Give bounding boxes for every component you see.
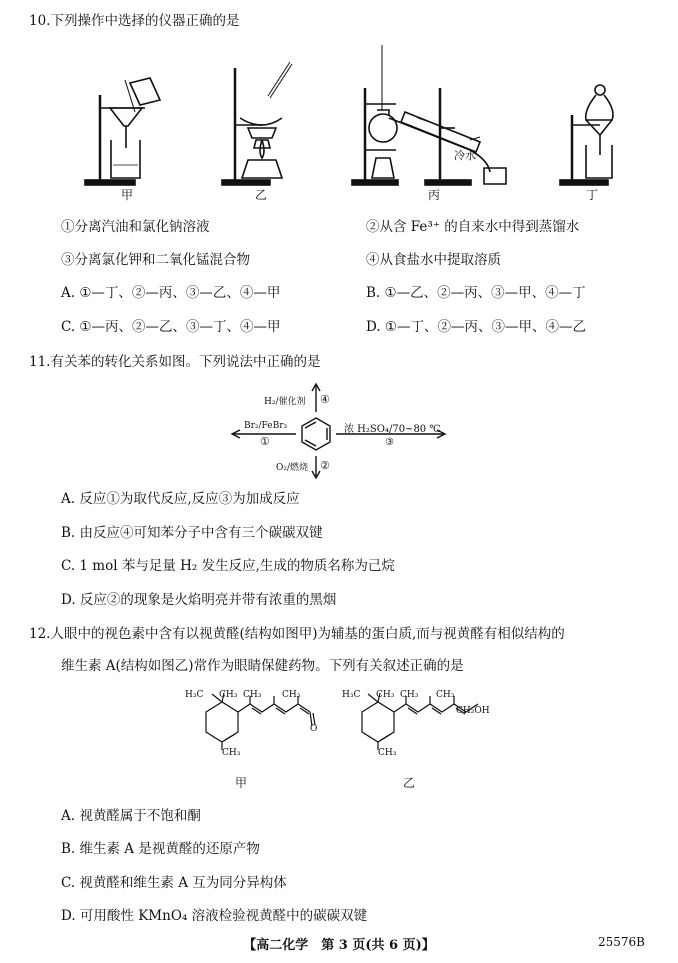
struct-b-ch3-2: CH₃	[400, 690, 419, 700]
apparatus-label-bing: 丙	[428, 188, 441, 202]
q10-item-1: ①分离汽油和氯化钠溶液	[61, 219, 210, 235]
q11-option-c[interactable]: C. 1 mol 苯与足量 H₂ 发生反应,生成的物质名称为己烷	[61, 558, 395, 574]
q10-option-a[interactable]: A. ①—丁、②—丙、③—乙、④—甲	[61, 285, 281, 301]
q10-item-3: ③分离氯化钾和二氧化锰混合物	[61, 252, 250, 268]
q10-option-d[interactable]: D. ①—丁、②—丙、③—甲、④—乙	[366, 319, 587, 335]
struct-a-label: 甲	[235, 776, 248, 790]
struct-b-ch3-3: CH₃	[436, 690, 455, 700]
page-footer: 【高二化学 第 3 页(共 6 页)】	[243, 938, 435, 953]
scheme-right-num: ③	[385, 437, 394, 448]
q11-option-b[interactable]: B. 由反应④可知苯分子中含有三个碳碳双键	[61, 525, 323, 541]
q12-option-c[interactable]: C. 视黄醛和维生素 A 互为同分异构体	[61, 875, 287, 891]
q11-option-a[interactable]: A. 反应①为取代反应,反应③为加成反应	[61, 491, 300, 507]
q10-item-4: ④从食盐水中提取溶质	[366, 252, 501, 268]
struct-a-ch3-1: CH₃	[219, 690, 238, 700]
apparatus-label-ding: 丁	[586, 188, 599, 202]
q10-option-b[interactable]: B. ①—乙、②—丙、③—甲、④—丁	[366, 285, 586, 301]
q12-stem-line1: 12.人眼中的视色素中含有以视黄醛(结构如图甲)为辅基的蛋白质,而与视黄醛有相似结构的	[29, 626, 565, 642]
scheme-bottom-num: ②	[320, 459, 330, 472]
q10-option-c[interactable]: C. ①—丙、②—乙、③—丁、④—甲	[61, 319, 281, 335]
scheme-right-reagent: 浓 H₂SO₄/70~80 ℃	[344, 424, 441, 435]
scheme-bottom-reagent: O₂/燃烧	[276, 463, 309, 473]
struct-a-o: O	[310, 724, 318, 734]
q11-stem: 11.有关苯的转化关系如图。下列说法中正确的是	[29, 354, 321, 370]
q10-stem: 10.下列操作中选择的仪器正确的是	[29, 13, 240, 29]
q12-stem-line2: 维生素 A(结构如图乙)常作为眼睛保健药物。下列有关叙述正确的是	[61, 658, 464, 674]
scheme-left-reagent: Br₂/FeBr₃	[244, 421, 288, 431]
struct-b-label: 乙	[403, 776, 416, 790]
scheme-left-num: ①	[260, 435, 270, 448]
struct-b-h3c: H₃C	[342, 690, 361, 700]
struct-b-ch3-1: CH₃	[376, 690, 395, 700]
struct-b-ch2oh: CH₂OH	[456, 706, 490, 716]
struct-a-ch3-ring: CH₃	[222, 748, 241, 758]
struct-b-ch3-ring: CH₃	[378, 748, 397, 758]
apparatus-label-jia: 甲	[121, 188, 134, 202]
q12-option-d[interactable]: D. 可用酸性 KMnO₄ 溶液检验视黄醛中的碳碳双键	[61, 908, 368, 924]
q11-option-d[interactable]: D. 反应②的现象是火焰明亮并带有浓重的黑烟	[61, 592, 337, 608]
struct-a-ch3-3: CH₃	[282, 690, 301, 700]
q12-option-a[interactable]: A. 视黄醛属于不饱和酮	[61, 808, 201, 824]
scheme-top-reagent: H₂/催化剂	[264, 397, 306, 407]
q12-option-b[interactable]: B. 维生素 A 是视黄醛的还原产物	[61, 841, 260, 857]
apparatus-label-yi: 乙	[255, 188, 268, 202]
scheme-top-num: ④	[320, 393, 330, 406]
struct-a-ch3-2: CH₃	[243, 690, 262, 700]
exam-code: 25576B	[598, 935, 645, 949]
cold-water-label: 冷水	[454, 149, 476, 162]
q10-item-2: ②从含 Fe³⁺ 的自来水中得到蒸馏水	[366, 219, 580, 235]
struct-a-h3c: H₃C	[185, 690, 204, 700]
